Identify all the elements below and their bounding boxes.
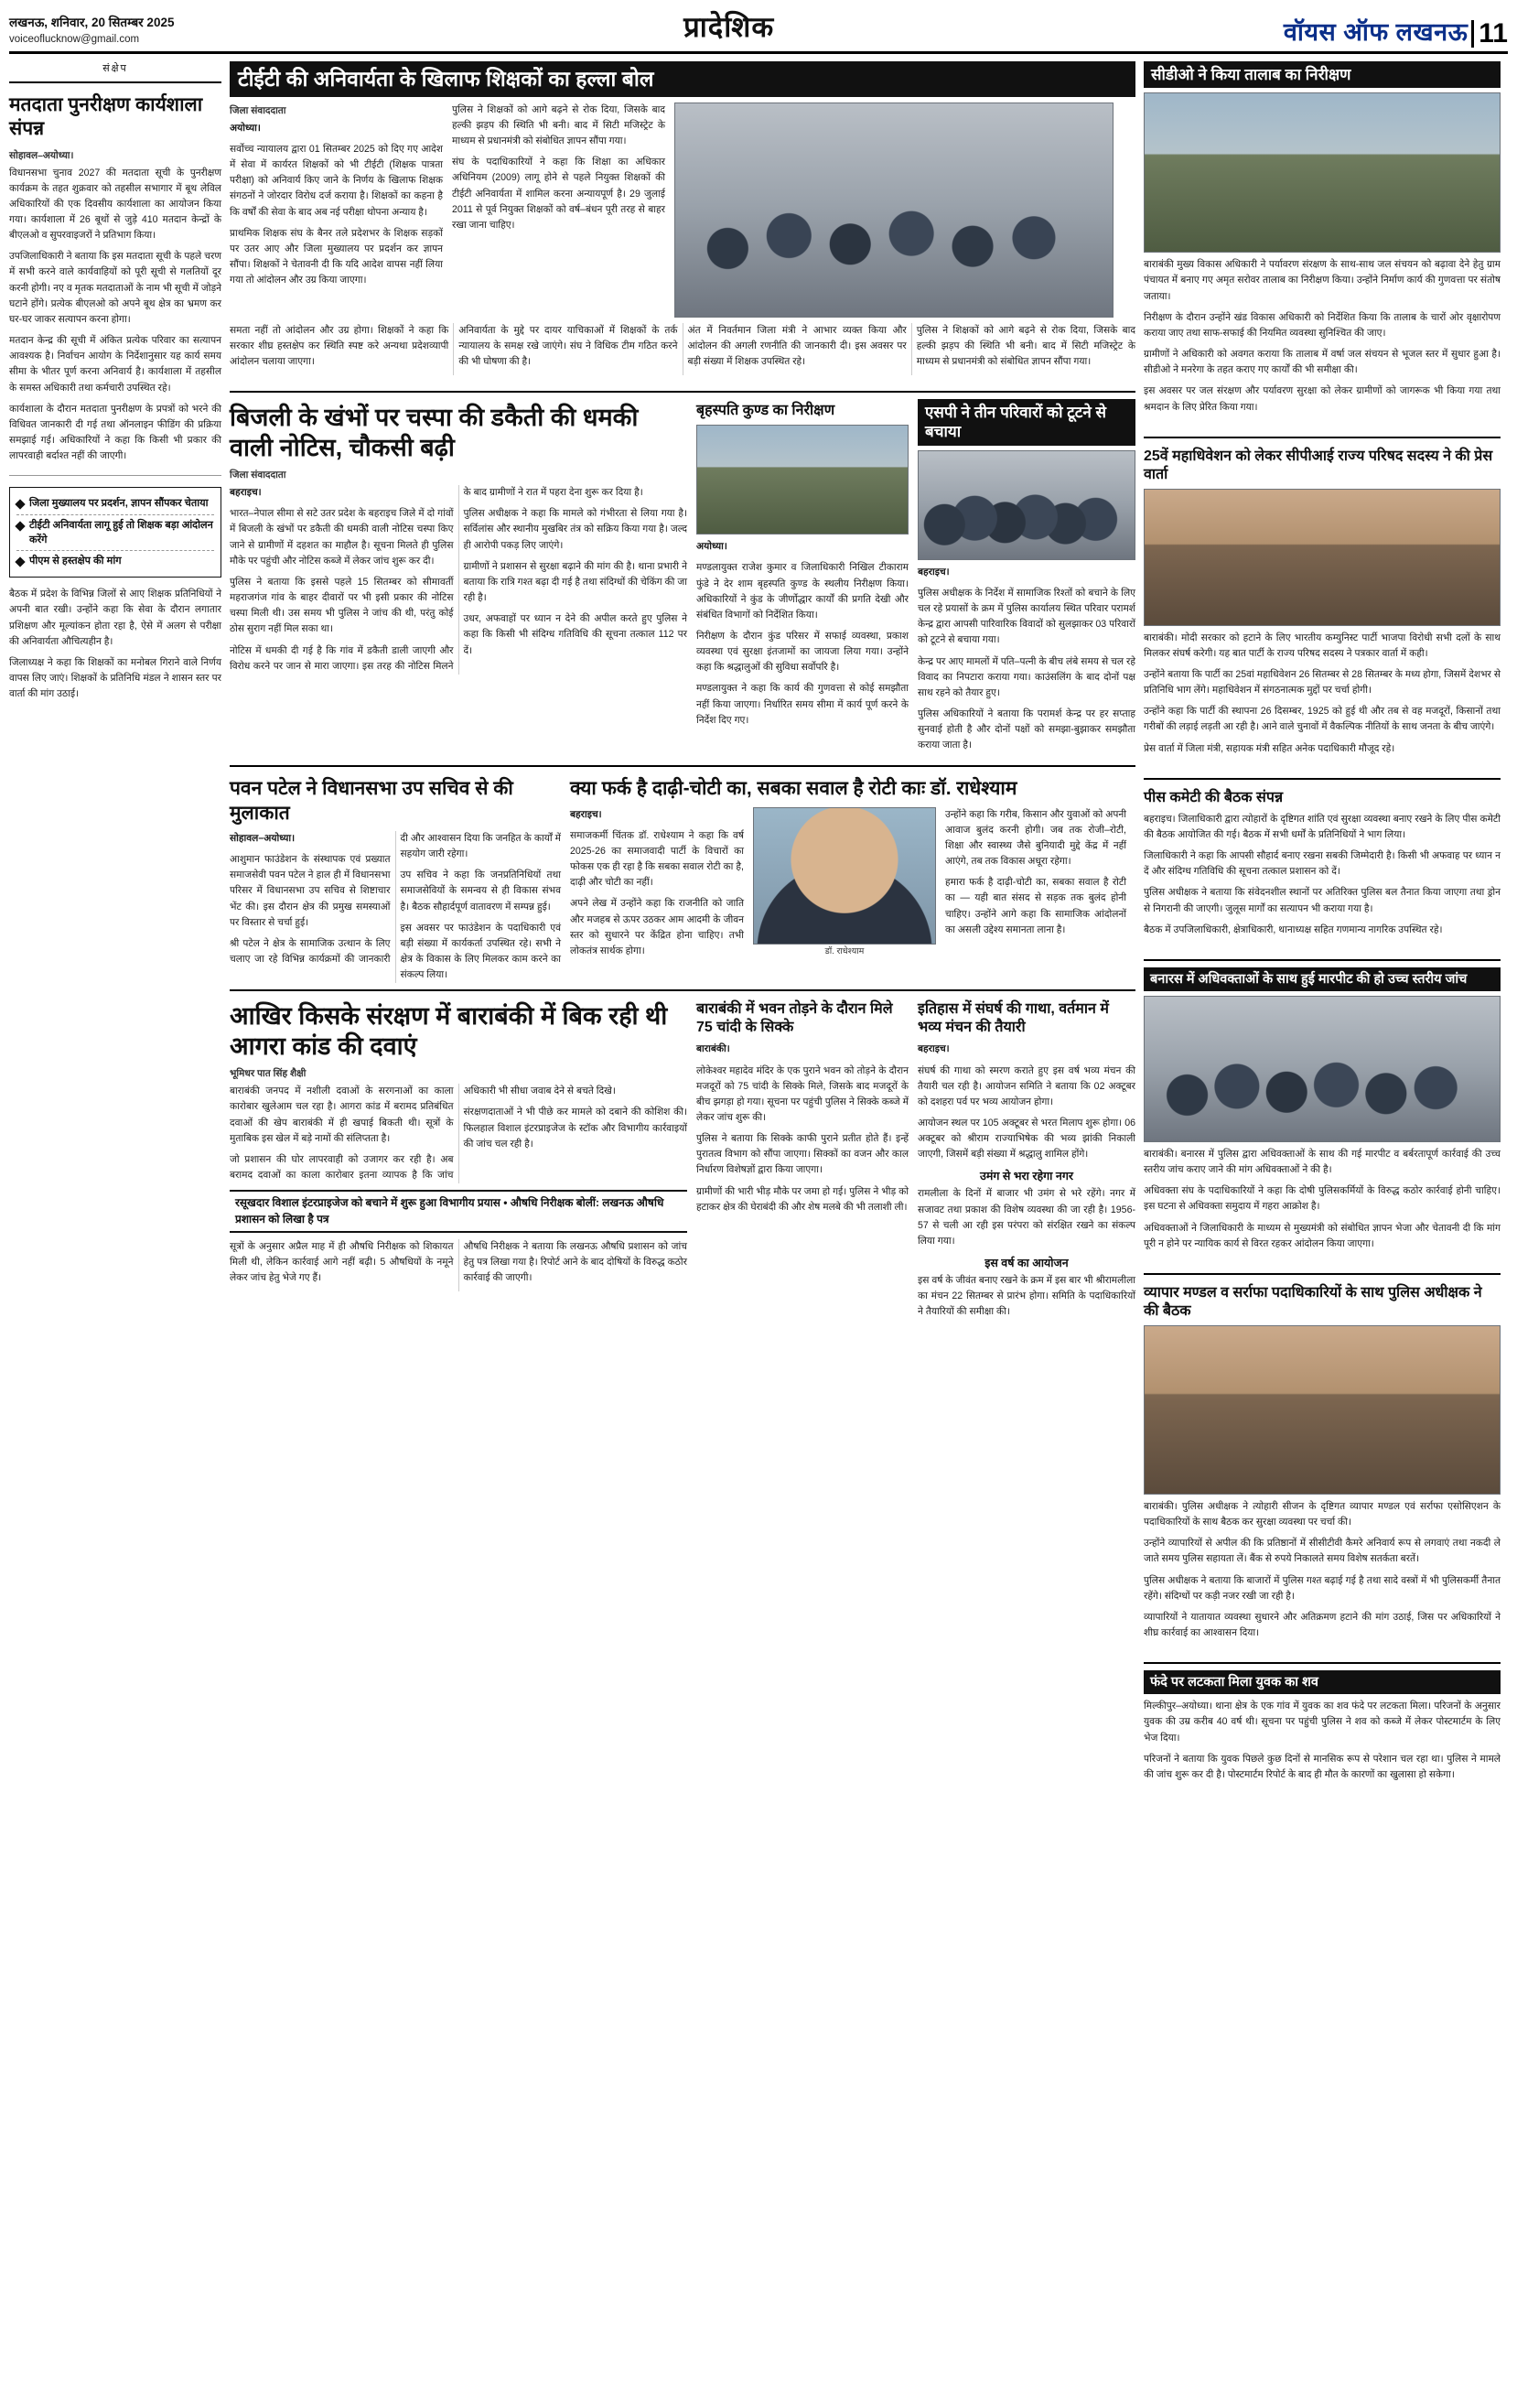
coins-story — [696, 998, 909, 1325]
power-para-1: भारत–नेपाल सीमा से सटे उतर प्रदेश के बहराइच जिले में दो गांवों में बिजली के खंभों पर डकैती की धमकी वाली नोटिस चस्पा किए जाने से ग्रामीणों में दहशत का माहौल है। सूचना मिलते ही पुलिस मौके पर पहुंची और नोटिस कब्जे में लेकर जांच शुरू कर दी। — [230, 508, 454, 567]
lead-text-bottom — [230, 323, 1135, 375]
history-para-1: संघर्ष की गाथा को स्मरण कराते हुए इस वर्ष भव्य मंचन की तैयारी चल रही है। आयोजन समिति ने बताया कि 02 अक्टूबर को दशहरा पर्व पर भव्य आयोजन होगा। — [918, 1064, 1135, 1107]
brihaspati-para-3: मण्डलायुक्त ने कहा कि कार्य की गुणवत्ता से कोई समझौता नहीं किया जाएगा। निर्धारित समय सीमा में कार्य पूर्ण करने के निर्देश दिए गए। — [696, 683, 909, 726]
diamond-bullet-icon — [15, 500, 25, 510]
traders-body — [1144, 1499, 1501, 1641]
masthead-right — [1284, 14, 1508, 48]
brihaspati-para-2: निरीक्षण के दौरान कुंड परिसर में सफाई व्यवस्था, प्रकाश व्यवस्था एवं सुरक्षा इंतजामों का जायजा लिया गया। उन्होंने कहा कि श्रद्धालुओं की सुविधा सर्वोपरि है। — [696, 631, 909, 674]
left-extra-para-1: बैठक में प्रदेश के विभिन्न जिलों से आए शिक्षक प्रतिनिधियों ने अपनी बात रखी। उन्होंने कहा कि सेवा के दौरान लगातार प्रशिक्षण और मूल्यांकन होता रहा है, ऐसे में अलग से परीक्षा की अनिवार्यता औचित्यहीन है। — [9, 589, 221, 647]
lead-para-5: समता नहीं तो आंदोलन और उग्र होगा। शिक्षकों ने कहा कि सरकार शीघ्र हस्तक्षेप कर स्थिति स्पष्ट करे अन्यथा प्रदेशव्यापी आंदोलन चलाया जाएगा। — [230, 324, 449, 368]
left-kicker: संक्षेप — [102, 63, 128, 74]
history-para-2: आयोजन स्थल पर 105 अक्टूबर से भरत मिलाप शुरू होगा। 06 अक्टूबर को श्रीराम राज्याभिषेक की भव्य झांकी निकाली जाएगी, जिसमें बड़ी संख्या में श्रद्धालु शामिल होंगे। — [918, 1117, 1135, 1161]
pawan-story — [230, 773, 561, 983]
masthead-left — [9, 14, 174, 49]
power-byline: जिला संवाददाता — [230, 470, 286, 481]
cpi-press-headline: 25वें महाधिवेशन को लेकर सीपीआई राज्य परिषद सदस्य ने की प्रेस वार्ता — [1144, 448, 1493, 482]
agra-para-3: संरक्षणदाताओं ने भी पीछे कर मामले को दबाने की कोशिश की। फिलहाल विशाल इंटरप्राइजेज के स्टॉक और विभागीय कार्रवाइयों की जांच चल रही है। — [463, 1107, 687, 1150]
pawan-body — [230, 831, 561, 983]
beard-col-1 — [570, 807, 744, 965]
sp-rescue-story — [918, 399, 1135, 759]
beard-para-1: समाजकर्मी चिंतक डॉ. राधेश्याम ने कहा कि वर्ष 2025-26 का समाजवादी पार्टी के विचारों का फोकस एक ही रहा है कि सबका सवाल रोटी का है, दाढ़ी और चोटी का नहीं। — [570, 829, 744, 889]
right-item-cdo-pond — [1144, 61, 1501, 421]
diamond-bullet-icon — [15, 556, 25, 567]
bottom-row — [230, 998, 1135, 1325]
banaras-photo — [1144, 996, 1501, 1142]
beard-col-3 — [945, 807, 1126, 965]
history-para-4: इस वर्ष के जीवंत बनाए रखने के क्रम में इस बार भी श्रीरामलीला का मंचन 22 सितम्बर से प्रारंभ होगा। समिति के पदाधिकारियों ने तैयारियों की समीक्षा की। — [918, 1275, 1135, 1318]
lead-para-7: अंत में निवर्तमान जिला मंत्री ने आभार व्यक्त किया और आंदोलन की अगली रणनीति की जानकारी दी। इस अवसर पर बड़ी संख्या में शिक्षक उपस्थित रहे। — [687, 324, 907, 368]
cpi-press-para-4: प्रेस वार्ता में जिला मंत्री, सहायक मंत्री सहित अनेक पदाधिकारी मौजूद रहे। — [1144, 742, 1395, 754]
pawan-para-4: इस अवसर पर फाउंडेशन के पदाधिकारी एवं बड़ी संख्या में कार्यकर्ता उपस्थित रहे। सभी ने क्षेत्र के विकास के लिए मिलकर काम करने का संकल्प लिया। — [400, 922, 561, 981]
cdo-pond-photo — [1144, 92, 1501, 253]
power-headline: बिजली के खंभों पर चस्पा की डकैती की धमकी वाली नोटिस, चौकसी बढ़ी — [230, 404, 639, 462]
mid-row-2 — [230, 773, 1135, 983]
traders-photo — [1144, 1325, 1501, 1495]
power-story — [230, 399, 687, 759]
cdo-pond-body — [1144, 257, 1501, 415]
peace-committee-headline: पीस कमेटी की बैठक संपन्न — [1144, 789, 1284, 805]
brand-logo: वॉयस ऑफ लखनऊ — [1283, 18, 1469, 46]
hanging-body-headline: फंदे पर लटकता मिला युवक का शव — [1144, 1670, 1501, 1694]
lead-photo-wrap — [674, 103, 1114, 318]
lead-top — [230, 103, 1135, 318]
agra-para-2: जो प्रशासन की घोर लापरवाही को उजागर कर रही है। अब बरामद दवाओं का काला कारोबार इतना व्यापक है कि जांच अधिकारी भी सीधा जवाब देने से बचते दिखे। — [230, 1085, 616, 1181]
beard-inner — [570, 807, 1135, 965]
peace-para-1: बहराइच। जिलाधिकारी द्वारा त्योहारों के दृष्टिगत शांति एवं सुरक्षा व्यवस्था बनाए रखने के लिए पीस कमेटी की बैठक आयोजित की गई। बैठक में सभी धर्मों के प्रतिनिधियों ने भाग लिया। — [1144, 813, 1501, 840]
lead-col-1 — [230, 103, 443, 318]
beard-photo — [753, 807, 936, 945]
banaras-para-1: बाराबंकी। बनारस में पुलिस द्वारा अधिवक्ताओं के साथ की गई मारपीट व बर्बरतापूर्ण कार्रवाई की उच्च स्तरीय जांच कराए जाने की मांग अधिवक्ताओं ने की है। — [1144, 1148, 1501, 1176]
power-para-5: ग्रामीणों ने प्रशासन से सुरक्षा बढ़ाने की मांग की है। थाना प्रभारी ने बताया कि रात्रि गश्त बढ़ा दी गई है तथा संदिग्धों की चेकिंग की जा रही है। — [463, 560, 687, 604]
right-item-banaras-advocates — [1144, 967, 1501, 1258]
lead-byline: जिला संवाददाता — [230, 104, 286, 116]
history-dateline: बहराइच। — [918, 1043, 950, 1055]
coins-dateline: बाराबंकी। — [696, 1043, 730, 1055]
power-para-2: पुलिस ने बताया कि इससे पहले 15 सितम्बर को सीमावर्ती महराजगंज गांव के बाहर दीवारों पर भी इसी प्रकार की नोटिस चस्पा मिली थी। उस समय भी पुलिस ने जांच की थी, परंतु कोई ठोस सुराग नहीं मिल सका था। — [230, 576, 454, 635]
beard-body-2 — [945, 807, 1126, 938]
beard-body-1 — [570, 807, 744, 959]
coins-body — [696, 1042, 909, 1215]
brihaspati-body — [696, 539, 909, 729]
brihaspati-para-1: मण्डलायुक्त राजेश कुमार व जिलाधिकारी निखिल टीकाराम फुंडे ने देर शाम बृहस्पति कुण्ड के स्थलीय निरीक्षण किया। अधिकारियों ने कुंड के जीर्णोद्धार कार्यों की प्रगति देखी और संबंधित विभागों को निर्देशित किया। — [696, 562, 909, 621]
contact-email: voiceoflucknow@gmail.com — [9, 33, 140, 45]
sp-rescue-body — [918, 565, 1135, 754]
agra-para-5: औषधि निरीक्षक ने बताया कि लखनऊ औषधि प्रशासन को जांच हेतु पत्र लिखा गया है। रिपोर्ट आने के बाद दोषियों के विरुद्ध कठोर कार्रवाई की जाएगी। — [463, 1240, 687, 1284]
right-item-peace-committee — [1144, 786, 1501, 944]
highlight-text: जिला मुख्यालय पर प्रदर्शन, ज्ञापन सौंपकर चेताया — [29, 498, 209, 510]
power-para-6: उधर, अफवाहों पर ध्यान न देने की अपील करते हुए पुलिस ने कहा कि किसी भी संदिग्ध गतिविधि की सूचना तत्काल 112 पर दें। — [463, 613, 687, 656]
cdo-pond-para-3: ग्रामीणों ने अधिकारी को अवगत कराया कि तालाब में वर्षा जल संचयन से भूजल स्तर में सुधार हुआ है। सीडीओ ने मनरेगा के तहत कराए गए कार्यों की भी समीक्षा की। — [1144, 349, 1501, 376]
highlight-item — [16, 514, 214, 550]
agra-strap: रसूखदार विशाल इंटरप्राइजेज को बचाने में शुरू हुआ विभागीय प्रयास • औषधि निरीक्षक बोलीं: लखनऊ औषधि प्रशासन को लिखा है पत्र — [230, 1190, 687, 1233]
beard-para-2: उन्होंने कहा कि गरीब, किसान और युवाओं को अपनी आवाज बुलंद करनी होगी। जब तक रोजी–रोटी, शिक्षा और स्वास्थ्य जैसे बुनियादी मुद्दे केंद्र में नहीं आएंगे, तब तक विकास अधूरा रहेगा। — [945, 808, 1126, 868]
left-para-1: विधानसभा चुनाव 2027 की मतदाता सूची के पुनरीक्षण कार्यक्रम के तहत शुक्रवार को तहसील सभागार में बूथ लेविल अधिकारियों की एक दिवसीय कार्यशाला का आयोजन किया गया। कार्यशाला में 26 बूथों से जुड़े 410 मतदान केन्द्रों के बीएलओ व सुपरवाइजरों ने प्रतिभाग किया। — [9, 167, 221, 242]
power-para-4: पुलिस अधीक्षक ने कहा कि मामले को गंभीरता से लिया गया है। सर्विलांस और स्थानीय मुखबिर तंत्र को सक्रिय किया गया है। जल्द ही आरोपी पकड़ लिए जाएंगे। — [463, 508, 687, 551]
peace-para-4: बैठक में उपजिलाधिकारी, क्षेत्राधिकारी, थानाध्यक्ष सहित गणमान्य नागरिक उपस्थित रहे। — [1144, 923, 1443, 935]
left-para-2: उपजिलाधिकारी ने बताया कि इस मतदाता सूची के पहले चरण में सभी करने वाले कार्यवाहियों को पूरी सूची से गलतियों दूर करनी होगी। नए व मृतक मतदाताओं के नाम भी सूची में जोड़ने घटाने होंगे। प्रत्येक बीएलओ को अपने बूथ क्षेत्र का भ्रमण कर घर-घर जाकर सत्यापन करना होगा। — [9, 251, 221, 325]
brihaspati-headline: बृहस्पति कुण्ड का निरीक्षण — [696, 403, 835, 419]
peace-para-2: जिलाधिकारी ने कहा कि आपसी सौहार्द बनाए रखना सबकी जिम्मेदारी है। किसी भी अफवाह पर ध्यान न दें और संदिग्ध गतिविधि की सूचना तत्काल प्रशासन को दें। — [1144, 850, 1501, 878]
power-para-3: नोटिस में धमकी दी गई है कि गांव में डकैती डाली जाएगी और विरोध करने पर जान से मारा जाएगा। इस तरह की नोटिस मिलने के बाद ग्रामीणों ने रात में पहरा देना शुरू कर दिया है। — [230, 487, 643, 672]
lead-para-1: सर्वोच्च न्यायालय द्वारा 01 सितम्बर 2025 को दिए गए आदेश में सेवा में कार्यरत शिक्षकों को भी टीईटी (शिक्षक पात्रता परीक्षा) को अनिवार्य किए जाने के निर्णय के खिलाफ शिक्षक संगठनों ने जोरदार विरोध दर्ज कराया है। शिक्षकों का कहना है कि वर्षों की सेवा के बाद अब नई परीक्षा थोपना अन्याय है। — [230, 143, 443, 218]
sp-rescue-para-2: केन्द्र पर आए मामलों में पति–पत्नी के बीच लंबे समय से चल रहे विवाद का निपटारा कराया गया। काउंसलिंग के बाद दोनों पक्ष साथ रहने को तैयार हुए। — [918, 655, 1135, 698]
cdo-pond-para-2: निरीक्षण के दौरान उन्होंने खंड विकास अधिकारी को निर्देशित किया कि तालाब के चारों ओर वृक्षारोपण कराया जाए तथा साफ-सफाई की नियमित व्यवस्था सुनिश्चित की जाए। — [1144, 311, 1501, 339]
traders-para-2: उन्होंने व्यापारियों से अपील की कि प्रतिष्ठानों में सीसीटीवी कैमरे अनिवार्य रूप से लगवाएं तथा नकदी ले जाते समय पुलिस सहायता लें। बैंक से रुपये निकालते समय विशेष सतर्कता बरतें। — [1144, 1538, 1501, 1565]
lead-col-2 — [452, 103, 665, 318]
agra-story — [230, 998, 687, 1325]
traders-para-4: व्यापारियों ने यातायात व्यवस्था सुधारने और अतिक्रमण हटाने की मांग उठाई, जिस पर अधिकारियों ने शीघ्र कार्रवाई का आश्वासन दिया। — [1144, 1611, 1501, 1638]
lead-para-2: प्राथमिक शिक्षक संघ के बैनर तले प्रदेशभर के शिक्षक सड़कों पर उतर आए और जिला मुख्यालय पर प्रदर्शन कर ज्ञापन सौंपा। शिक्षकों ने चेतावनी दी कि यदि आदेश वापस नहीं लिया गया तो आंदोलन और उग्र किया जाएगा। — [230, 227, 443, 286]
power-dateline: बहराइच। — [230, 487, 262, 499]
cdo-pond-headline: सीडीओ ने किया तालाब का निरीक्षण — [1144, 61, 1501, 88]
left-extra-para-2: जिलाध्यक्ष ने कहा कि शिक्षकों का मनोबल गिराने वाले निर्णय वापस लिए जाएं। शिक्षकों के प्रतिनिधि मंडल ने शासन स्तर पर वार्ता की मांग उठाई। — [9, 656, 221, 700]
peace-para-3: पुलिस अधीक्षक ने बताया कि संवेदनशील स्थानों पर अतिरिक्त पुलिस बल तैनात किया जाएगा तथा ड्रोन से निगरानी की जाएगी। जुलूस मार्गों का सत्यापन भी कराया गया है। — [1144, 887, 1501, 914]
hanging-para-1: मिल्कीपुर–अयोध्या। थाना क्षेत्र के एक गांव में युवक का शव फंदे पर लटकता मिला। परिजनों के अनुसार युवक की उम्र करीब 40 वर्ष थी। सूचना पर पहुंची पुलिस ने शव को कब्जे में लेकर पोस्टमार्टम के लिए भेज दिया। — [1144, 1701, 1501, 1744]
history-story — [918, 998, 1135, 1325]
history-subhead-1: उमंग से भरा रहेगा नगर — [980, 1170, 1073, 1183]
masthead — [9, 7, 1508, 54]
page-number: 11 — [1471, 20, 1508, 48]
peace-committee-body — [1144, 812, 1501, 938]
pawan-para-3: उप सचिव ने कहा कि जनप्रतिनिधियों तथा समाजसेवियों के समन्वय से ही विकास संभव है। बैठक सौहार्दपूर्ण वातावरण में सम्पन्न हुई। — [400, 869, 561, 912]
left-column — [9, 61, 221, 1798]
cpi-press-para-3: उन्होंने कहा कि पार्टी की स्थापना 26 दिसम्बर, 1925 को हुई थी और तब से वह मजदूरों, किसानों तथा गरीबों की लड़ाई लड़ती आ रही है। आने वाले चुनावों में वैकल्पिक नीतियों के साथ जनता के बीच जाएंगे। — [1144, 706, 1501, 733]
page-grid — [9, 61, 1508, 1798]
left-body — [9, 166, 221, 470]
main-column — [230, 61, 1135, 1798]
brihaspati-story — [696, 399, 909, 759]
lead-story — [230, 61, 1135, 375]
cpi-press-body — [1144, 631, 1501, 757]
history-body-3 — [918, 1273, 1135, 1320]
left-extra-body — [9, 587, 221, 707]
beard-photo-wrap — [753, 807, 936, 965]
traders-headline: व्यापार मण्डल व सर्राफा पदाधिकारियों के साथ पुलिस अधीक्षक ने की बैठक — [1144, 1284, 1482, 1319]
right-item-cpi-press — [1144, 445, 1501, 762]
coins-headline: बाराबंकी में भवन तोड़ने के दौरान मिले 75 चांदी के सिक्के — [696, 1001, 893, 1036]
section-title: प्रादेशिक — [683, 11, 775, 43]
cdo-pond-para-4: इस अवसर पर जल संरक्षण और पर्यावरण सुरक्षा को लेकर ग्रामीणों को जागरूक भी किया गया तथा श्रमदान के लिए प्रेरित किया गया। — [1144, 385, 1501, 413]
cpi-press-photo — [1144, 489, 1501, 626]
highlight-item — [16, 493, 214, 513]
history-body — [918, 1042, 1135, 1162]
cdo-pond-para-1: बाराबंकी मुख्य विकास अधिकारी ने पर्यावरण संरक्षण के साथ-साथ जल संचयन को बढ़ावा देने हेतु ग्राम पंचायत में बनाए गए अमृत सरोवर तालाब का निरीक्षण किया। उन्होंने निर्माण कार्य की गुणवत्ता पर संतोष जताया। — [1144, 259, 1501, 302]
lead-highlights — [9, 487, 221, 578]
pawan-headline: पवन पटेल ने विधानसभा उप सचिव से की मुलाकात — [230, 778, 513, 824]
lead-text-2 — [452, 103, 665, 233]
diamond-bullet-icon — [15, 521, 25, 531]
lead-para-4: संघ के पदाधिकारियों ने कहा कि शिक्षा का अधिकार अधिनियम (2009) लागू होने से पहले नियुक्त शिक्षकों की टीईटी अनिवार्यता में शामिल करना अन्यायपूर्ण है। 29 जुलाई 2011 से पूर्व नियुक्त शिक्षकों को वर्ष–बंधन पूरी तरह से बाहर रखा जाना चाहिए। — [452, 157, 665, 231]
banaras-para-3: अधिवक्ताओं ने जिलाधिकारी के माध्यम से मुख्यमंत्री को संबोधित ज्ञापन भेजा और चेतावनी दी कि मांग पूरी न होने पर न्यायिक कार्य से विरत रहकर आंदोलन किया जाएगा। — [1144, 1222, 1501, 1249]
highlight-item — [16, 550, 214, 571]
mid-row — [230, 399, 1135, 759]
publication-date: लखनऊ, शनिवार, 20 सितम्बर 2025 — [9, 15, 175, 29]
right-column — [1144, 61, 1501, 1798]
beard-dateline: बहराइच। — [570, 808, 602, 820]
coins-para-2: पुलिस ने बताया कि सिक्के काफी पुराने प्रतीत होते हैं। इन्हें पुरातत्व विभाग को सौंपा जाएगा। सिक्कों का वजन और काल निर्धारण विशेषज्ञों द्वारा किया जाएगा। — [696, 1133, 909, 1176]
pawan-para-1: आशुमान फाउंडेशन के संस्थापक एवं प्रख्यात समाजसेवी पवन पटेल ने हाल ही में विधानसभा परिसर में विधानसभा उप सचिव से शिष्टाचार भेंट की। इस दौरान क्षेत्र की प्रमुख समस्याओं पर विस्तार से चर्चा हुई। — [230, 854, 391, 928]
lead-text-1 — [230, 121, 443, 289]
right-item-traders-meeting — [1144, 1281, 1501, 1647]
agra-byline: भूमिधर पात सिंह शैक्षी — [230, 1068, 307, 1080]
sp-rescue-para-3: पुलिस अधिकारियों ने बताया कि परामर्श केन्द्र पर हर सप्ताह सुनवाई होती है और दोनों पक्षों को समझा-बुझाकर समझौता कराया जाता है। — [918, 707, 1135, 751]
coins-para-1: लोकेश्वर महादेव मंदिर के एक पुराने भवन को तोड़ने के दौरान मजदूरों को 75 चांदी के सिक्के मिले, जिसके बाद मजदूरों के बीच झगड़ा हो गया। सूचना पर पहुंची पुलिस ने सिक्के कब्जे में लेकर जांच शुरू की। — [696, 1064, 909, 1123]
beard-headline: क्या फर्क है दाढ़ी-चोटी का, सबका सवाल है रोटी काः डॉ. राधेश्याम — [570, 778, 1017, 800]
history-subhead-2: इस वर्ष का आयोजन — [984, 1257, 1069, 1270]
lead-dateline: अयोध्या। — [230, 122, 261, 134]
banaras-headline: बनारस में अधिवक्ताओं के साथ हुई मारपीट की हो उच्च स्तरीय जांच — [1144, 967, 1501, 991]
beard-para-3: हमारा फर्क है दाढ़ी-चोटी का, सबका सवाल है रोटी का — यही बात संसद से सड़क तक बुलंद होनी चाहिए। उन्होंने आगे कहा कि सामाजिक आंदोलनों का असली उद्देश्य समानता लाना है। — [945, 877, 1126, 935]
hanging-para-2: परिजनों ने बताया कि युवक पिछले कुछ दिनों से मानसिक रूप से परेशान चल रहा था। पुलिस ने मामले की जांच शुरू कर दी है। पोस्टमार्टम रिपोर्ट के बाद ही मौत के कारणों का खुलासा हो सकेगा। — [1144, 1753, 1501, 1780]
sp-rescue-para-1: पुलिस अधीक्षक के निर्देश में सामाजिक रिश्तों को बचाने के लिए चल रहे प्रयासों के क्रम में पुलिस कार्यालय स्थित परिवार परामर्श केन्द्र द्वारा आपसी पारिवारिक विवादों को सुलझाकर 03 परिवारों को टूटने से बचाया गया। — [918, 587, 1135, 646]
pawan-dateline: सोहावल–अयोध्या। — [230, 832, 296, 844]
history-para-3: रामलीला के दिनों में बाजार भी उमंग से भरे रहेंगे। नगर में सजावट तथा प्रकाश की विशेष व्यवस्था की जा रही है। 1956-57 से चली आ रही इस परंपरा को संरक्षित रखने का संकल्प लिया गया। — [918, 1188, 1135, 1247]
cpi-press-para-2: उन्होंने बताया कि पार्टी का 25वां महाधिवेशन 26 सितम्बर से 28 सितम्बर के मध्य होगा, जिसमें देशभर से प्रतिनिधि भाग लेंगे। महाधिवेशन में संगठनात्मक मुद्दों पर चर्चा होगी। — [1144, 668, 1501, 696]
sp-rescue-headline: एसपी ने तीन परिवारों को टूटने से बचाया — [918, 399, 1135, 446]
beard-photo-caption: डॉ. राधेश्याम — [824, 945, 865, 956]
left-dateline: सोहावल–अयोध्या। — [9, 149, 74, 161]
agra-body — [230, 1084, 687, 1183]
history-body-2 — [918, 1186, 1135, 1249]
hanging-body-text — [1144, 1699, 1501, 1783]
lead-para-8: पुलिस ने शिक्षकों को आगे बढ़ने से रोक दिया, जिसके बाद हल्की झड़प की स्थिति भी बनी। बाद में सिटी मजिस्ट्रेट के माध्यम से प्रधानमंत्री को संबोधित ज्ञापन सौंपा गया। — [916, 324, 1135, 368]
highlight-text: पीएम से हस्तक्षेप की मांग — [29, 556, 122, 567]
traders-para-3: पुलिस अधीक्षक ने बताया कि बाजारों में पुलिस गश्त बढ़ाई गई है तथा सादे वस्त्रों में भी पुलिसकर्मी तैनात रहेंगे। संदिग्धों पर कड़ी नजर रखी जा रही है। — [1144, 1574, 1501, 1602]
lead-photo — [674, 103, 1114, 318]
left-headline: मतदाता पुनरीक्षण कार्यशाला संपन्न — [9, 94, 203, 140]
agra-body-2 — [230, 1239, 687, 1291]
brihaspati-photo — [696, 425, 909, 535]
banaras-body — [1144, 1147, 1501, 1252]
power-body — [230, 485, 687, 675]
coins-para-3: ग्रामीणों की भारी भीड़ मौके पर जमा हो गई। पुलिस ने भीड़ को हटाकर क्षेत्र की घेराबंदी की और शेष मलबे की भी तलाशी ली। — [696, 1185, 909, 1213]
lead-para-6: अनिवार्यता के मुद्दे पर दायर याचिकाओं में शिक्षकों के तर्क न्यायालय के समक्ष रखे जाएंगे। संघ ने विधिक टीम गठित करने की भी घोषणा की है। — [458, 324, 678, 368]
agra-para-4: सूत्रों के अनुसार अप्रैल माह में ही औषधि निरीक्षक को शिकायत मिली थी, लेकिन कार्रवाई आगे नहीं बढ़ी। 5 औषधियों के नमूने लेकर जांच हेतु भेजे गए हैं। — [230, 1240, 454, 1284]
highlight-text: टीईटी अनिवार्यता लागू हुई तो शिक्षक बड़ा आंदोलन करेंगे — [29, 519, 213, 545]
beard-para-4: अपने लेख में उन्होंने कहा कि राजनीति को जाति और मजहब से ऊपर उठकर आम आदमी के जीवन स्तर को सुधारने पर केंद्रित होना चाहिए। तभी लोकतंत्र सार्थक होगा। — [570, 898, 744, 956]
beard-story — [570, 773, 1135, 983]
agra-headline: आखिर किसके संरक्षण में बाराबंकी में बिक रही थी आगरा कांड की दवाएं — [230, 1002, 668, 1061]
left-para-4: कार्यशाला के दौरान मतदाता पुनरीक्षण के प्रपत्रों को भरने की विधिवत जानकारी दी गई तथा ऑनलाइन फीडिंग की प्रक्रिया समझाई गई। अधिकारियों ने कहा कि किसी भी प्रकार की लापरवाही बर्दाश्त नहीं की जाएगी। — [9, 403, 221, 462]
left-para-3: मतदान केन्द्र की सूची में अंकित प्रत्येक परिवार का सत्यापन आवश्यक है। निर्वाचन आयोग के निर्देशानुसार यह कार्य समय सीमा के भीतर पूर्ण करना अनिवार्य है। कार्यशाला में तहसील के समस्त अधिकारी तथा कर्मचारी उपस्थित रहे। — [9, 335, 221, 394]
agra-para-1: बाराबंकी जनपद में नशीली दवाओं के सरगनाओं का काला कारोबार खुलेआम चल रहा है। आगरा कांड में बरामद प्रतिबंधित दवाओं की खेप बाराबंकी में ही खपाई बिकती थी। सूत्रों के मुताबिक इस खेल में बड़े नामों की संलिप्तता है। — [230, 1085, 454, 1144]
pawan-para-2: श्री पटेल ने क्षेत्र के सामाजिक उत्थान के लिए चलाए जा रहे विभिन्न कार्यक्रमों की जानकारी दी और आश्वासन दिया कि जनहित के कार्यों में सहयोग जारी रहेगा। — [230, 832, 561, 966]
lead-headline: टीईटी की अनिवार्यता के खिलाफ शिक्षकों का हल्ला बोल — [230, 61, 1135, 97]
right-item-hanging-body — [1144, 1670, 1501, 1788]
sp-rescue-dateline: बहराइच। — [918, 566, 950, 578]
brihaspati-dateline: अयोध्या। — [696, 541, 727, 553]
banaras-para-2: अधिवक्ता संघ के पदाधिकारियों ने कहा कि दोषी पुलिसकर्मियों के विरुद्ध कठोर कार्रवाई होनी चाहिए। इस घटना से अधिवक्ता समुदाय में गहरा आक्रोश है। — [1144, 1185, 1501, 1213]
traders-para-1: बाराबंकी। पुलिस अधीक्षक ने त्योहारी सीजन के दृष्टिगत व्यापार मण्डल एवं सर्राफा एसोसिएशन के पदाधिकारियों के साथ बैठक कर सुरक्षा व्यवस्था पर चर्चा की। — [1144, 1500, 1501, 1528]
cpi-press-para-1: बाराबंकी। मोदी सरकार को हटाने के लिए भारतीय कम्युनिस्ट पार्टी भाजपा विरोधी सभी दलों के साथ मिलकर संघर्ष करेगी। यह बात पार्टी के राज्य परिषद सदस्य ने पत्रकार वार्ता में कही। — [1144, 632, 1501, 659]
sp-rescue-photo — [918, 450, 1135, 560]
history-headline: इतिहास में संघर्ष की गाथा, वर्तमान में भव्य मंचन की तैयारी — [918, 1001, 1109, 1036]
lead-para-3: पुलिस ने शिक्षकों को आगे बढ़ने से रोक दिया, जिसके बाद हल्की झड़प की स्थिति भी बनी। बाद में सिटी मजिस्ट्रेट के माध्यम से प्रधानमंत्री को संबोधित ज्ञापन सौंपा गया। — [452, 103, 665, 147]
